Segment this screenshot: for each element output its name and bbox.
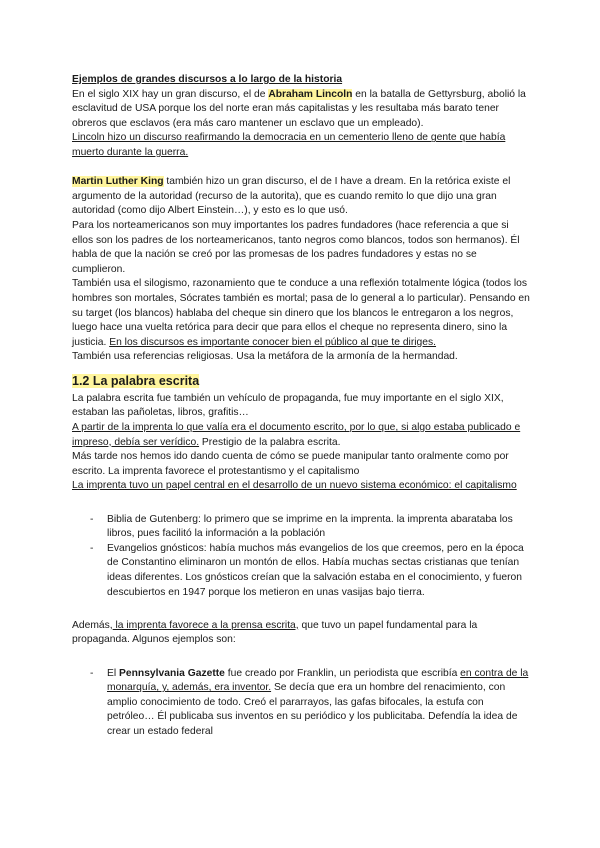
capitalism-underlined: La imprenta tuvo un papel central en el desarrollo de un nuevo sistema económico: el capitalismo: [72, 480, 517, 492]
list-dash: -: [90, 513, 94, 525]
printing-underlined: A partir de la imprenta lo que valía era el documento escrito, por lo que, si algo estaba publicado e impreso, debía ser verídico.: [72, 422, 521, 448]
gazette-post: Se decía que era un hombre del renacimiento, con amplio conocimiento de todo. Creó el pararrayos, las gafas bifocales, la estufa con petróleo… Él publicaba sus inventos en su periódico y los publicitaba. Defendía la idea de crear un estado federal: [107, 682, 518, 737]
press-paragraph: [72, 619, 530, 648]
lincoln-paragraph: [72, 88, 530, 132]
printing-prestige: Prestigio de la palabra escrita.: [199, 436, 341, 448]
gazette-name: Pennsylvania Gazette: [119, 667, 225, 679]
mlk-text-3: También usa el silogismo, razonamiento que te conduce a una reflexión totalmente lógica (todos los hombres son mortales, Sócrates también es mortal; pasa de lo general a lo particular). Pensando en su target (los blancos) hablaba del cheque sin dinero que los blancos le entregaron a los negros, luego hace una vuelta retórica para decir que para ellos el cheque no representa dinero, sino la justicia.: [72, 278, 530, 348]
document-page: [72, 73, 530, 740]
mlk-text-4: También usa referencias religiosas. Usa la metáfora de la armonía de la hermandad.: [72, 351, 458, 363]
lincoln-intro: En el siglo XIX hay un gran discurso, el de: [72, 88, 269, 100]
gazette-mid: fue creado por Franklin, un periodista que escribía: [224, 667, 461, 679]
lincoln-underlined-text: Lincoln hizo un discurso reafirmando la democracia en un cementerio lleno de gente que había muerto durante la guerra.: [72, 132, 506, 158]
lincoln-text: en la batalla de Gettyrsburg, abolió la esclavitud de USA porque los del norte eran más capitalistas y les resultaba más barato tener obreros que esclavos (era más caro mantener un esclavo que un empleado).: [72, 88, 526, 129]
press-examples-list: [72, 667, 530, 740]
mlk-paragraph: [72, 175, 530, 219]
printing-paragraph: [72, 421, 530, 450]
list-dash: -: [90, 667, 94, 679]
mlk-text-1: también hizo un gran discurso, el de I have a dream. En la retórica existe el argumento de la autoridad (recurso de la autorita), que es cuando remito lo que dijo una gran autoridad (como dijo Albert Einstein…), y esto es lo que usó.: [72, 176, 511, 217]
written-word-intro: La palabra escrita fue también un vehículo de propaganda, fue muy importante en el siglo XIX, estaban las pañoletas, libros, grafitis…: [72, 392, 504, 419]
list-dash: -: [90, 542, 94, 554]
gazette-pre: El: [107, 667, 120, 679]
mlk-text-3-underlined: En los discursos es importante conocer bien el público al que te diriges.: [109, 336, 437, 348]
gazette-underlined: en contra de la monarquía, y, además, era inventor.: [107, 667, 529, 694]
lincoln-name-highlight: Abraham Lincoln: [268, 88, 353, 100]
press-underlined: la imprenta favorece a la prensa escrita,: [112, 619, 299, 631]
mlk-text-2: Para los norteamericanos son muy importantes los padres fundadores (hace referencia a que si ellos son los padres de los norteamericanos, tanto negros como blancos, todos son hermanos). Él habla de que la nación se creó por las promesas de los padres fundadores y estas no se cumplieron.: [72, 219, 520, 275]
list-item: [72, 513, 530, 542]
list-item-text: Biblia de Gutenberg: lo primero que se imprime en la imprenta. la imprenta abarataba los libros, pues facilitó la información a la población: [107, 513, 513, 540]
list-item-text: Evangelios gnósticos: había muchos más evangelios de los que creemos, pero en la época de Constantino eliminaron un montón de ellos. Había muchas sectas cristianas que tenían ideas diferentes. Los gnósticos creían que la salvación estaba en el conocimiento, y fueron descubiertos en 1947 porque los metieron en unas vasijas bajo tierra.: [107, 542, 524, 598]
press-post: que tuvo un papel fundamental para la propaganda. Algunos ejemplos son:: [72, 619, 478, 646]
section-heading-text: 1.2 La palabra escrita: [72, 373, 200, 388]
examples-list: [72, 513, 530, 601]
list-item: [72, 542, 530, 600]
manipulation-text: Más tarde nos hemos ido dando cuenta de cómo se puede manipular tanto oralmente como por escrito. La imprenta favorece el protestantismo y el capitalismo: [72, 451, 509, 477]
mlk-paragraph-3: [72, 277, 530, 350]
section-title: Ejemplos de grandes discursos a lo largo de la historia: [72, 74, 343, 85]
list-item: [72, 667, 530, 740]
section-heading: [72, 373, 530, 390]
press-pre: Además,: [72, 619, 113, 631]
mlk-name-highlight: Martin Luther King: [72, 176, 164, 188]
